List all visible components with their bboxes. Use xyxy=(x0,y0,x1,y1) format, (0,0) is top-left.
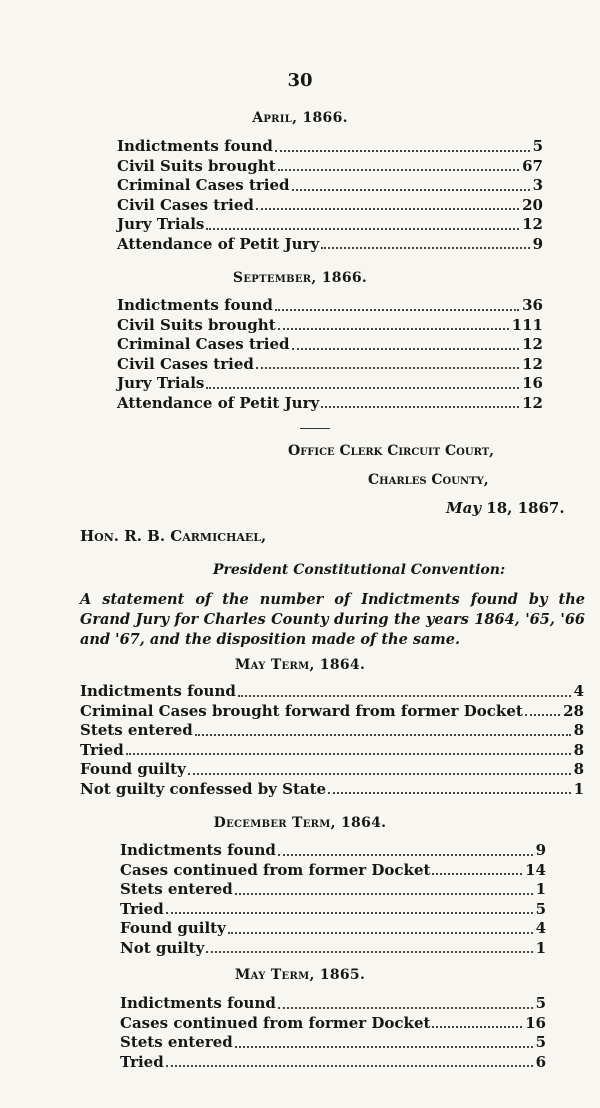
heading-may-1864: May Term, 1864. xyxy=(234,657,366,673)
list-september-1866 xyxy=(117,296,543,413)
page-number: 30 xyxy=(287,70,313,91)
date-line: May 18, 1867. xyxy=(446,499,565,517)
list-item: Criminal Cases tried 3 xyxy=(117,176,543,194)
heading-september-1866: September, 1866. xyxy=(232,270,368,286)
list-item: Not guilty 1 xyxy=(120,938,546,957)
office-line: Office Clerk Circuit Court, xyxy=(288,443,495,459)
heading-december-1864: December Term, 1864. xyxy=(213,815,387,831)
list-december-1864 xyxy=(120,841,546,958)
list-item: Civil Suits brought 67 xyxy=(117,156,543,175)
statement-paragraph: A statement of the number of Indictments found by the Grand Jury for Charles County during the years 1864, '65, '66 and '67, and the disposition made of the same. xyxy=(80,591,585,648)
list-item: Tried 8 xyxy=(80,740,584,759)
list-item: Stets entered 8 xyxy=(80,721,584,739)
list-item: Civil Suits brought 111 xyxy=(117,315,543,334)
list-may-1865 xyxy=(120,994,546,1072)
list-item: Found guilty 4 xyxy=(120,919,546,937)
list-item: Stets entered 1 xyxy=(120,880,546,898)
list-item: Indictments found 5 xyxy=(120,994,546,1012)
list-item: Criminal Cases tried 12 xyxy=(117,335,543,353)
list-item: Criminal Cases brought forward from former Docket 28 xyxy=(80,701,584,720)
addressee-title: President Constitutional Convention: xyxy=(213,562,506,578)
list-april-1866 xyxy=(117,137,543,254)
divider xyxy=(300,428,330,429)
addressee-line: Hon. R. B. Carmichael, xyxy=(80,527,267,545)
heading-april-1866: April, 1866. xyxy=(252,110,348,126)
list-item: Indictments found 9 xyxy=(120,841,546,859)
list-item: Stets entered 5 xyxy=(120,1033,546,1051)
list-item: Found guilty 8 xyxy=(80,760,584,778)
county-line: Charles County, xyxy=(368,472,489,488)
list-item: Jury Trials 16 xyxy=(117,374,543,392)
list-item: Not guilty confessed by State 1 xyxy=(80,779,584,798)
list-item: Cases continued from former Docket 14 xyxy=(120,860,546,879)
list-item: Indictments found 4 xyxy=(80,682,584,700)
list-item: Attendance of Petit Jury 12 xyxy=(117,393,543,412)
list-item: Attendance of Petit Jury 9 xyxy=(117,234,543,253)
list-item: Civil Cases tried 20 xyxy=(117,195,543,214)
list-item: Indictments found 36 xyxy=(117,296,543,314)
list-item: Civil Cases tried 12 xyxy=(117,354,543,373)
list-may-1864 xyxy=(80,682,584,799)
list-item: Tried 5 xyxy=(120,899,546,918)
list-item: Cases continued from former Docket 16 xyxy=(120,1013,546,1032)
heading-may-1865: May Term, 1865. xyxy=(234,967,366,983)
list-item: Tried 6 xyxy=(120,1052,546,1071)
list-item: Indictments found 5 xyxy=(117,137,543,155)
list-item: Jury Trials 12 xyxy=(117,215,543,233)
